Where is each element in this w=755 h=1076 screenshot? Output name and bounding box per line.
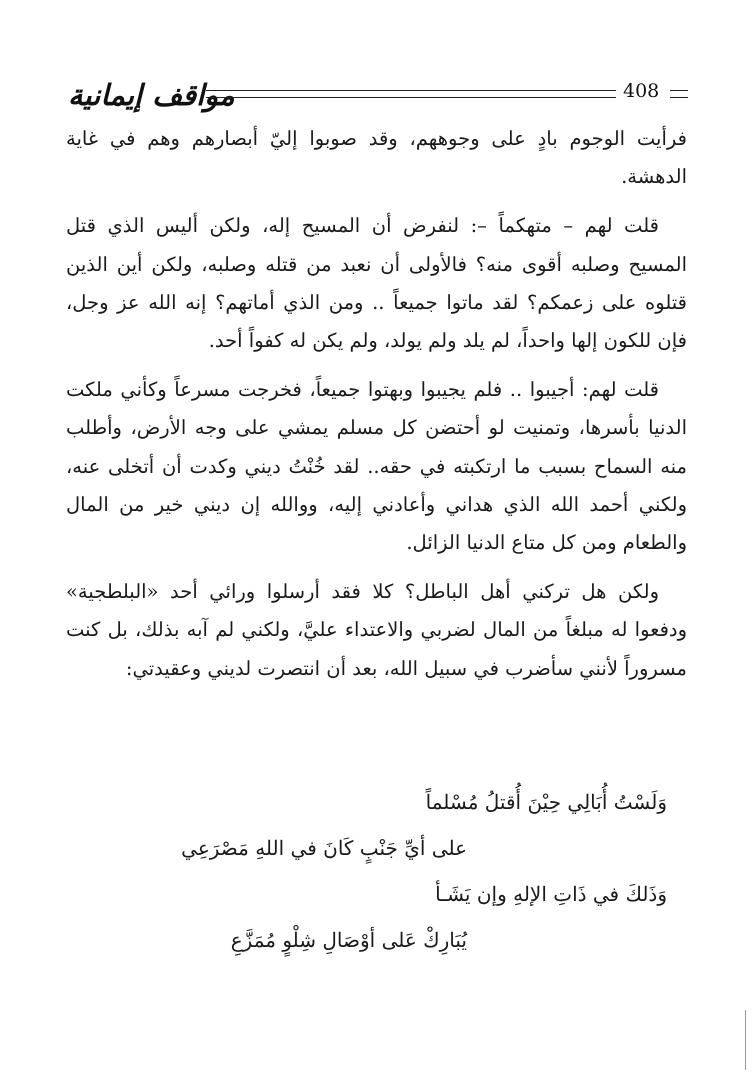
- paragraph: فرأيت الوجوم بادٍ على وجوههم، وقد صوبوا إليّ أبصارهم وهم في غاية الدهشة.: [66, 127, 687, 189]
- margin-line: [745, 1010, 746, 1070]
- poem-verse: وَذَلكَ في ذَاتِ الإلهِ وإن يَشَـأ: [435, 882, 667, 906]
- paragraph: قلت لهم – متهكماً –: لنفرض أن المسيح إله، ولكن أليس الذي قتل المسيح وصلبه أقوى منه؟ فالأولى أن نعبد من قتله وصلبه، ولكن أين الذين قتلوه على زعمكم؟ لقد ماتوا جميعاً .. ومن الذي أماتهم؟ إنه الله عز وجل، فإن للكون إلها واحداً، لم يلد ولم يولد، ولم يكن له كفواً أحد.: [66, 214, 687, 353]
- poem-verse: يُبَارِكْ عَلى أوْصَالِ شِلْوٍ مُمَزَّعِ: [230, 928, 467, 952]
- paragraph: ولكن هل تركني أهل الباطل؟ كلا فقد أرسلوا ورائي أحد «البلطجية» ودفعوا له مبلغاً من المال لضربي والاعتداء عليَّ، ولكني لم آبه بذلك، بل كنت مسروراً لأنني سأضرب في سبيل الله، بعد أن انتصرت لديني وعقيدتي:: [66, 580, 687, 680]
- running-title: مواقف إيمانية: [68, 78, 235, 112]
- poem-verse: وَلَسْتُ أُبَالِي حِيْنَ أُقتلُ مُسْلماً: [425, 790, 667, 814]
- header-rule-short: [670, 90, 688, 98]
- header-rule: [206, 90, 616, 98]
- page-number: 408: [623, 80, 660, 102]
- body-text: [66, 120, 687, 699]
- paragraph: قلت لهم: أجيبوا .. فلم يجيبوا وبهتوا جميعاً، فخرجت مسرعاً وكأني ملكت الدنيا بأسرها، وتمنيت لو أحتضن كل مسلم يمشي على وجه الأرض، وأطلب منه السماح بسبب ما ارتكبته في حقه.. لقد خُنْتُ ديني وكدت أن أتخلى عنه، ولكني أحمد الله الذي هداني وأعادني إليه، ووالله إن ديني خير من المال والطعام ومن كل متاع الدنيا الزائل.: [66, 378, 687, 555]
- poem-verse: على أيِّ جَنْبٍ كَانَ في اللهِ مَصْرَعِي: [181, 836, 467, 860]
- page-header: [68, 78, 688, 118]
